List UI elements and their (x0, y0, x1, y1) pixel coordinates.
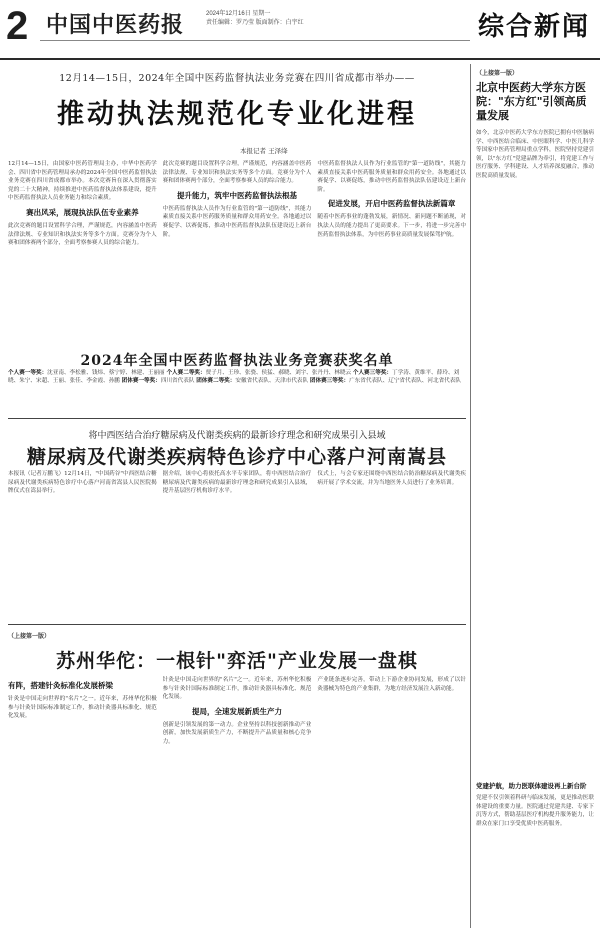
lead-byline: 本报记者 王泽绛 (240, 147, 288, 155)
header-rule (40, 40, 470, 41)
story2-paragraph: 本报讯（记者万鹏飞）12月14日，"中国药谷"中西医结合糖尿病及代谢类疾病特色诊疗中心落户河南省嵩县人民医院揭牌仪式在嵩县举行。 (8, 471, 157, 495)
lead-column-1 (8, 160, 157, 360)
date-line: 2024年12月16日 星期一 (206, 11, 271, 17)
lead-body (8, 160, 466, 360)
story3-tag: （上接第一版） (8, 633, 51, 640)
lead-headline: 推动执法规范化专业化进程 (57, 99, 417, 130)
lead-column-2 (163, 160, 312, 360)
story2-column (317, 470, 466, 620)
story3-column (8, 676, 157, 928)
lead-paragraph: 12月14—15日，由国家中医药管理局主办，中华中医药学会、四川省中医药管理局承办的2024年全国中医药监督执法业务竞赛在四川省成都市举办。本次竞赛旨在深入贯彻落实党的二十大精神，持续推进中医药监督执法体系建设，提升中医药监督执法人员业务能力和综合素质。 (8, 161, 157, 202)
newspaper-masthead: 中国中医药报 (46, 12, 185, 38)
lead-kicker: 12月14—15日，2024年全国中医药监督执法业务竞赛在四川省成都市举办—— (59, 73, 415, 84)
column-divider (470, 64, 471, 928)
sidebar-tag: （上接第一版） (476, 70, 519, 77)
story3-column (163, 676, 312, 928)
lead-subhead: 促进发展，开启中医药监督执法新篇章 (327, 199, 456, 209)
lead-paragraph: 此次竞赛的题目设置科学合理，严谨规范，内容涵盖中医药法律法规、专业知识和执法实务等多个方面。竞赛分为个人赛和团体赛两个部分，全面考察参赛人员的综合能力。 (8, 222, 157, 247)
story3-column (317, 676, 466, 928)
lead-subhead: 提升能力，筑牢中医药监督执法根基 (177, 190, 297, 200)
lead-paragraph: 中医药监督执法人员作为行业监管的"第一道防线"，其能力素质直接关系中医药服务质量和群众用药安全。各地通过以赛促学、以赛促练，推动中医药监督执法队伍建设迈上新台阶。 (162, 205, 312, 238)
issue-meta (206, 10, 304, 28)
sidebar-headline: 北京中医药大学东方医院："东方红"引领高质量发展 (476, 81, 587, 122)
lead-column-3 (317, 160, 466, 360)
story2-column (163, 470, 312, 620)
editor-credits: 责任编辑：罗乃莹 版面制作：白宇红 (206, 20, 304, 26)
lead-paragraph: 中医药监督执法人员作为行业监管的"第一道防线"，其能力素质直接关系中医药服务质量和群众用药安全。各地通过以赛促学、以赛促练，推动中医药监督执法队伍建设迈上新台阶。 (317, 161, 467, 193)
award-label: 团体赛二等奖： (196, 378, 236, 384)
award-label: 团体赛三等奖： (309, 378, 350, 384)
lead-paragraph: 此次竞赛的题目设置科学合理，严谨规范，内容涵盖中医药法律法规、专业知识和执法实务等多个方面。竞赛分为个人赛和团体赛两个部分，全面考察参赛人员的综合能力。 (162, 161, 312, 185)
story2-column (8, 470, 157, 620)
story3-subhead: 有阵，搭建针灸标准化发展桥梁 (8, 681, 113, 690)
story3-body (8, 676, 466, 928)
award-names: 安徽省代表队、天津市代表队 (235, 378, 309, 384)
story2-headline: 糖尿病及代谢类疾病特色诊疗中心落户河南嵩县 (26, 446, 447, 468)
section-divider (8, 624, 466, 625)
sidebar-subhead: 党建护航，助力医联体建设再上新台阶 (476, 782, 587, 790)
award-label: 个人赛三等奖： (352, 370, 393, 376)
award-names: 四川省代表队 (160, 378, 195, 384)
sidebar-body-2: 党建不仅引领着科研与临床发展，更是推动医联体建设的重要力量。医院通过党建共建、专家下沉等方式，帮助基层医疗机构提升服务能力，让群众在家门口享受优质中医药服务。 (476, 795, 594, 827)
sidebar-body: 如今，北京中医药大学东方医院已拥有中医脑病学、中西医结合临床、中医眼科学、中医儿科学等国家中医药管理局重点学科，医院坚持党建引领，以"东方红"党建品牌为牵引，将党建工作与医疗服务、学科建设、人才培养深度融合，推动医院高质量发展。 (476, 130, 594, 179)
page-header (0, 0, 600, 60)
award-names: 丁学涛、黄维平、薛玲、刘晓、朱宁、宋超、王丽、张佳、李金霞、孙鹏 (8, 370, 460, 384)
lead-paragraph: 随着中医药事业的蓬勃发展，新情况、新问题不断涌现，对执法人员的能力提出了更高要求。下一步，将进一步完善中医药监督执法体系，为中医药事业高质量发展保驾护航。 (317, 214, 467, 238)
story3-paragraph: 产业链条逐步完善，带动上下游企业协同发展，形成了以针灸器械为特色的产业集群，为地方经济发展注入新动能。 (317, 677, 467, 692)
story3-paragraph: 创新是引领发展的第一动力。企业坚持以科技创新推动产业创新，加快发展新质生产力，不断提升产品质量和核心竞争力。 (162, 721, 312, 745)
story3-paragraph: 针灸是中国走向世界的"名片"之一。近年来，苏州华佗积极参与针灸针国际标准制定工作，推动针灸器具标准化、规范化发展。 (162, 677, 312, 701)
page-number: 2 (6, 4, 29, 48)
award-names: 广东省代表队、辽宁省代表队、河北省代表队 (349, 378, 461, 384)
main-column (8, 64, 466, 928)
story2-kicker: 将中西医结合治疗糖尿病及代谢类疾病的最新诊疗理念和研究成果引入县域 (88, 431, 386, 441)
sidebar-column (476, 64, 594, 928)
story3-subhead: 提局，全速发展新质生产力 (192, 706, 282, 716)
award-label: 个人赛二等奖： (166, 370, 206, 376)
story2-paragraph: 仪式上，与会专家还围绕中西医结合防治糖尿病及代谢类疾病开展了学术交流，并为当地医务人员进行了业务培训。 (317, 471, 467, 486)
story3-paragraph: 针灸是中国走向世界的"名片"之一。近年来，苏州华佗积极参与针灸针国际标准制定工作，推动针灸器具标准化、规范化发展。 (8, 696, 157, 720)
award-label: 团体赛一等奖： (121, 378, 161, 384)
award-list-title: 2024年全国中医药监督执法业务竞赛获奖名单 (80, 353, 394, 369)
award-names: 贾子月、王珍、张骁、侯猛、郝晓、刘宇、张丹丹、林晓云 (205, 370, 352, 376)
award-names: 沈亚南、李松雅、钱炜、蔡宁婷、林建、王丽丽 (47, 370, 165, 376)
award-label: 个人赛一等奖： (8, 370, 48, 376)
lead-subhead: 赛出风采，展现执法队伍专业素养 (26, 207, 139, 217)
section-title: 综合新闻 (477, 12, 590, 42)
story2-paragraph: 据介绍，该中心将依托高水平专家团队，将中西医结合治疗糖尿病及代谢类疾病的最新诊疗理念和研究成果引入县域，提升基层医疗机构诊疗水平。 (162, 471, 312, 495)
award-list (8, 369, 466, 411)
story2-body (8, 470, 466, 620)
section-divider (8, 418, 466, 419)
story3-headline: 苏州华佗：一根针"弈活"产业发展一盘棋 (56, 650, 418, 672)
